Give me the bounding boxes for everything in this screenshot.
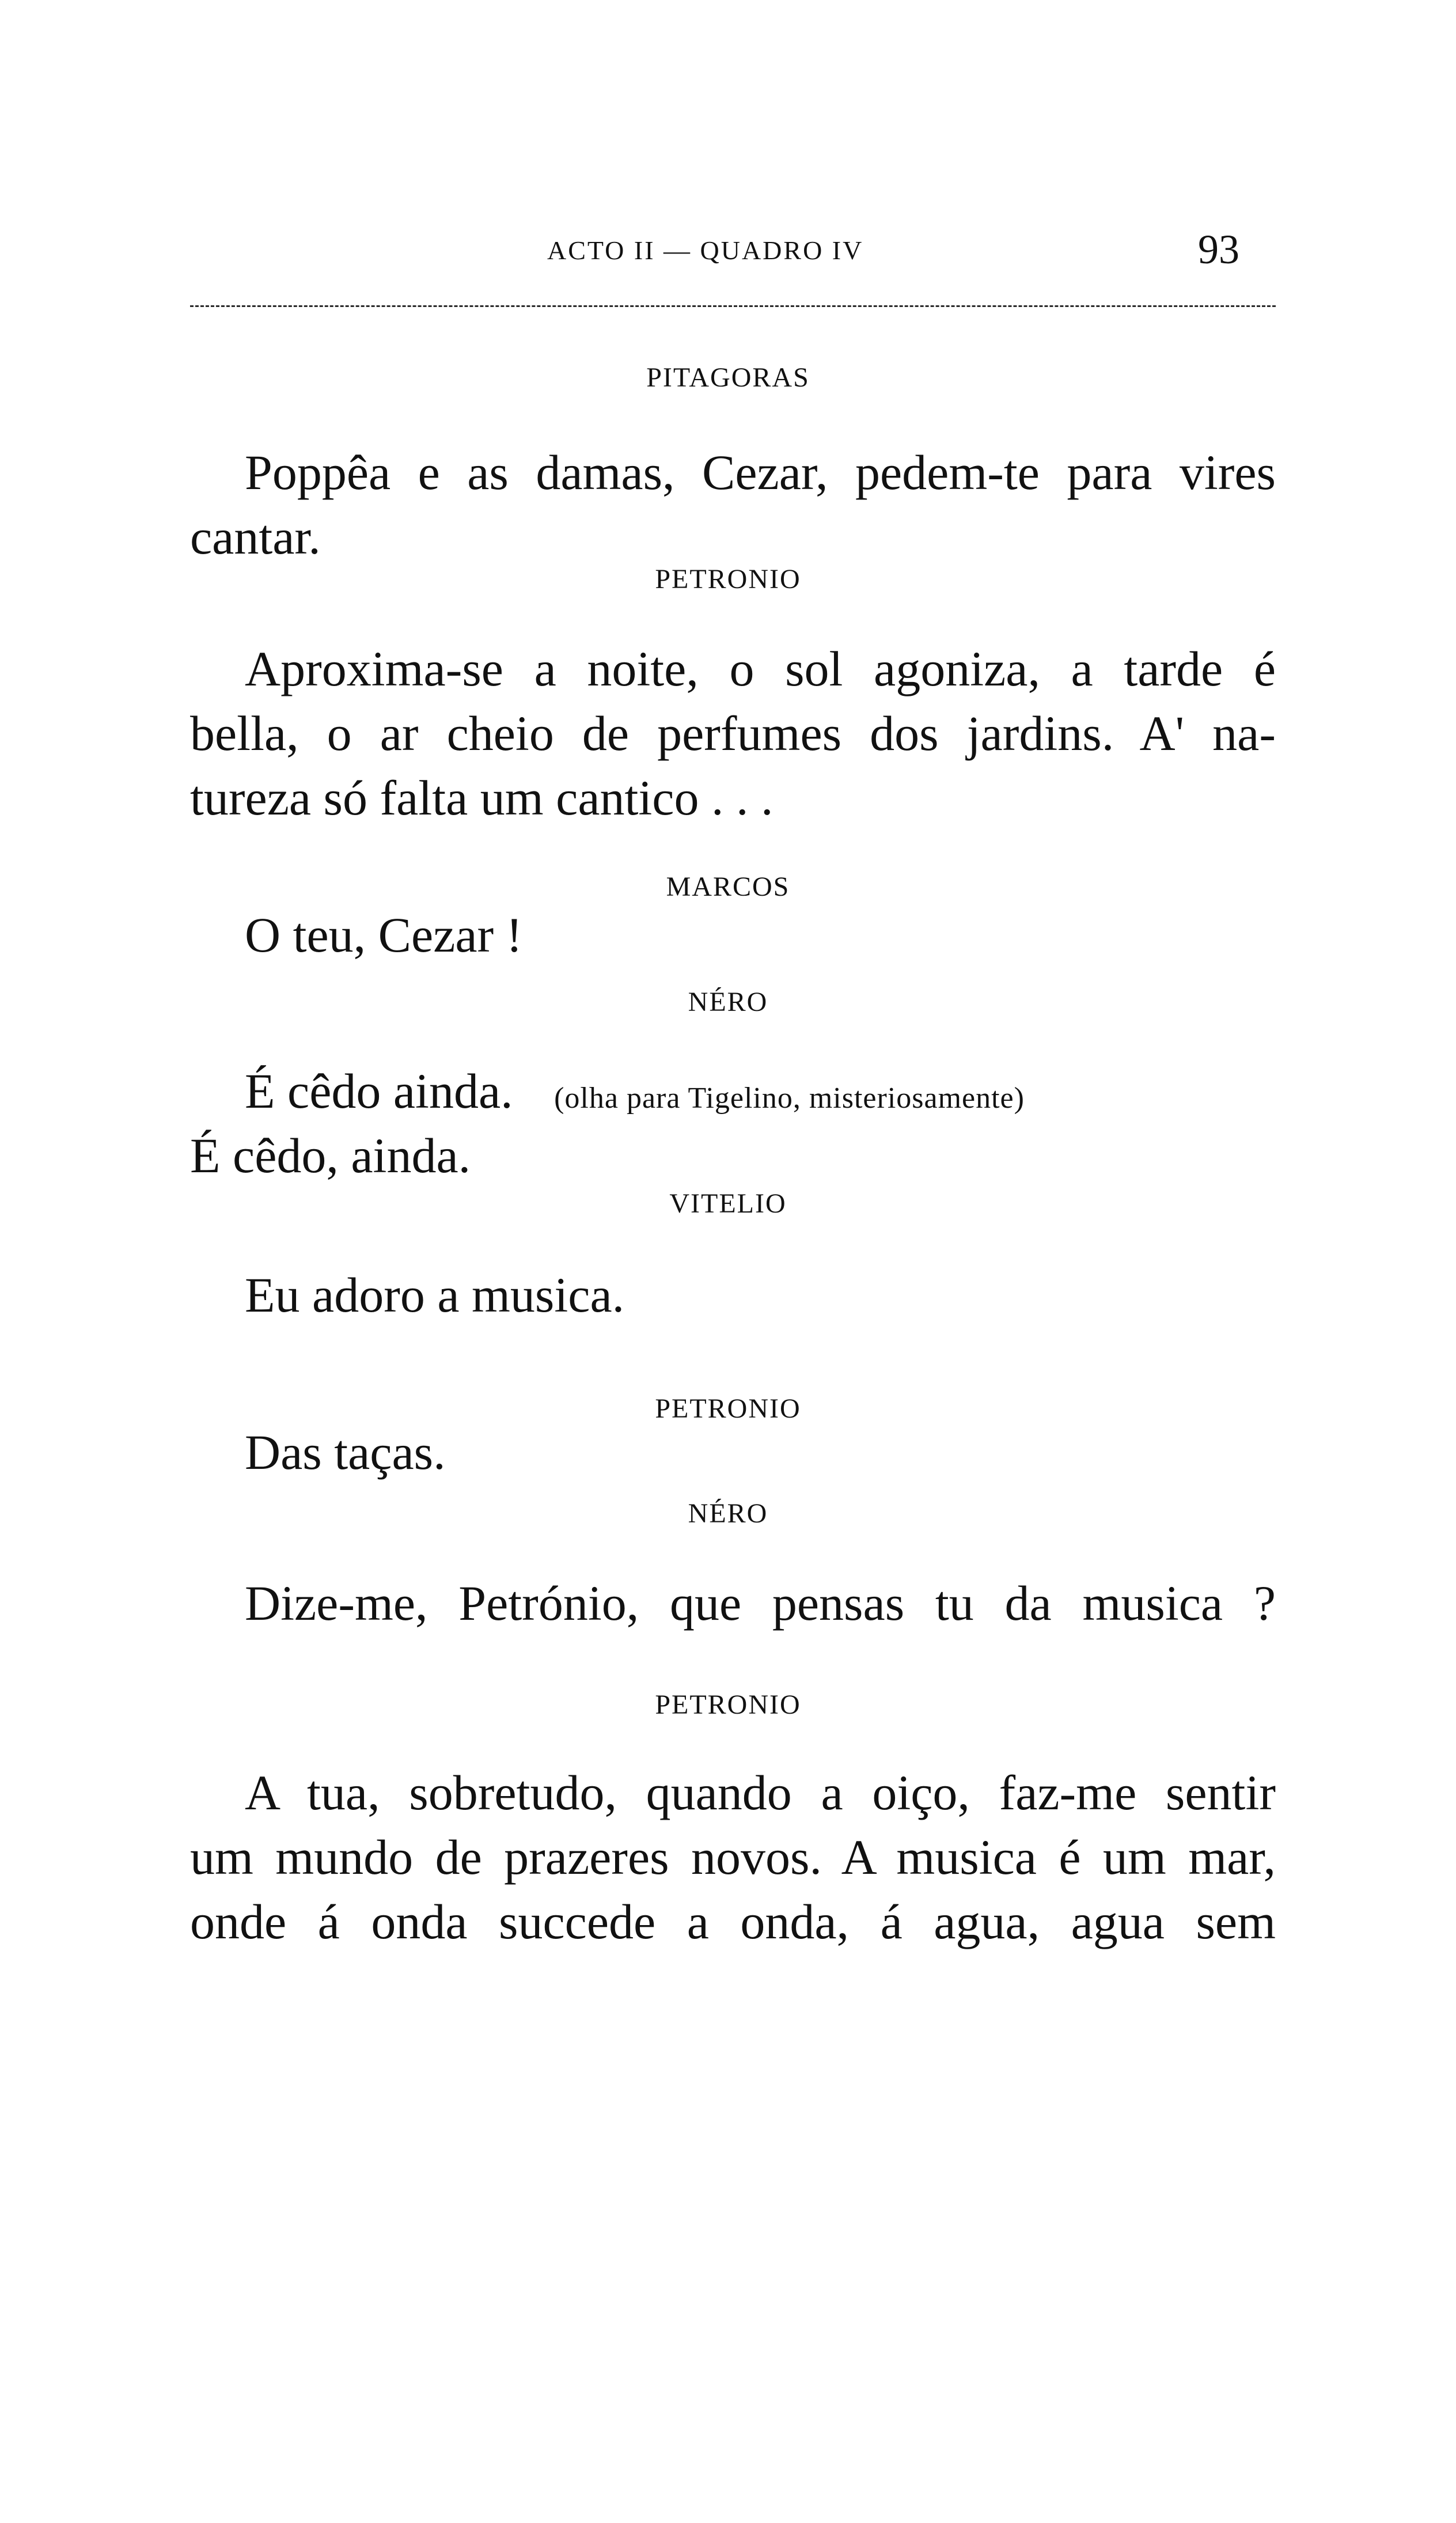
dialogue-line: bella, o ar cheio de perfumes dos jardins. A' na-	[190, 706, 1276, 761]
speaker-name: NÉRO	[688, 987, 768, 1017]
dialogue-text: É cêdo ainda.	[245, 1063, 513, 1119]
speaker-name: PETRONIO	[655, 564, 801, 594]
dialogue-line: cantar.	[190, 509, 321, 565]
speaker-name: PETRONIO	[655, 1689, 801, 1720]
speaker-name: PETRONIO	[655, 1393, 801, 1424]
dialogue-line-with-stage-direction	[190, 1059, 1276, 1131]
dialogue-line: um mundo de prazeres novos. A musica é um mar,	[190, 1829, 1276, 1885]
dialogue-line: O teu, Cezar !	[245, 907, 523, 963]
dialogue-line: É cêdo, ainda.	[190, 1128, 471, 1183]
page-number: 93	[1198, 226, 1239, 272]
dialogue-line: Aproxima-se a noite, o sol agoniza, a tarde é	[245, 641, 1276, 696]
running-header: ACTO II — QUADRO IV	[547, 236, 864, 265]
dialogue-line: Dize-me, Petrónio, que pensas tu da musica ?	[245, 1575, 1276, 1631]
dialogue-line: Eu adoro a musica.	[245, 1267, 625, 1323]
dialogue-line: Poppêa e as damas, Cezar, pedem-te para vires	[245, 445, 1276, 500]
dialogue-line: Das taças.	[245, 1425, 446, 1480]
header-rule	[190, 305, 1276, 307]
speaker-name: MARCOS	[666, 872, 790, 902]
dialogue-line: A tua, sobretudo, quando a oiço, faz-me sentir	[245, 1765, 1276, 1820]
dialogue-line: onde á onda succede a onda, á agua, agua sem	[190, 1894, 1276, 1949]
dialogue-line: tureza só falta um cantico . . .	[190, 770, 774, 825]
speaker-name: VITELIO	[669, 1188, 787, 1219]
speaker-name: PITAGORAS	[646, 362, 810, 393]
stage-direction: (olha para Tigelino, misteriosamente)	[554, 1082, 1025, 1115]
speaker-name: NÉRO	[688, 1498, 768, 1529]
